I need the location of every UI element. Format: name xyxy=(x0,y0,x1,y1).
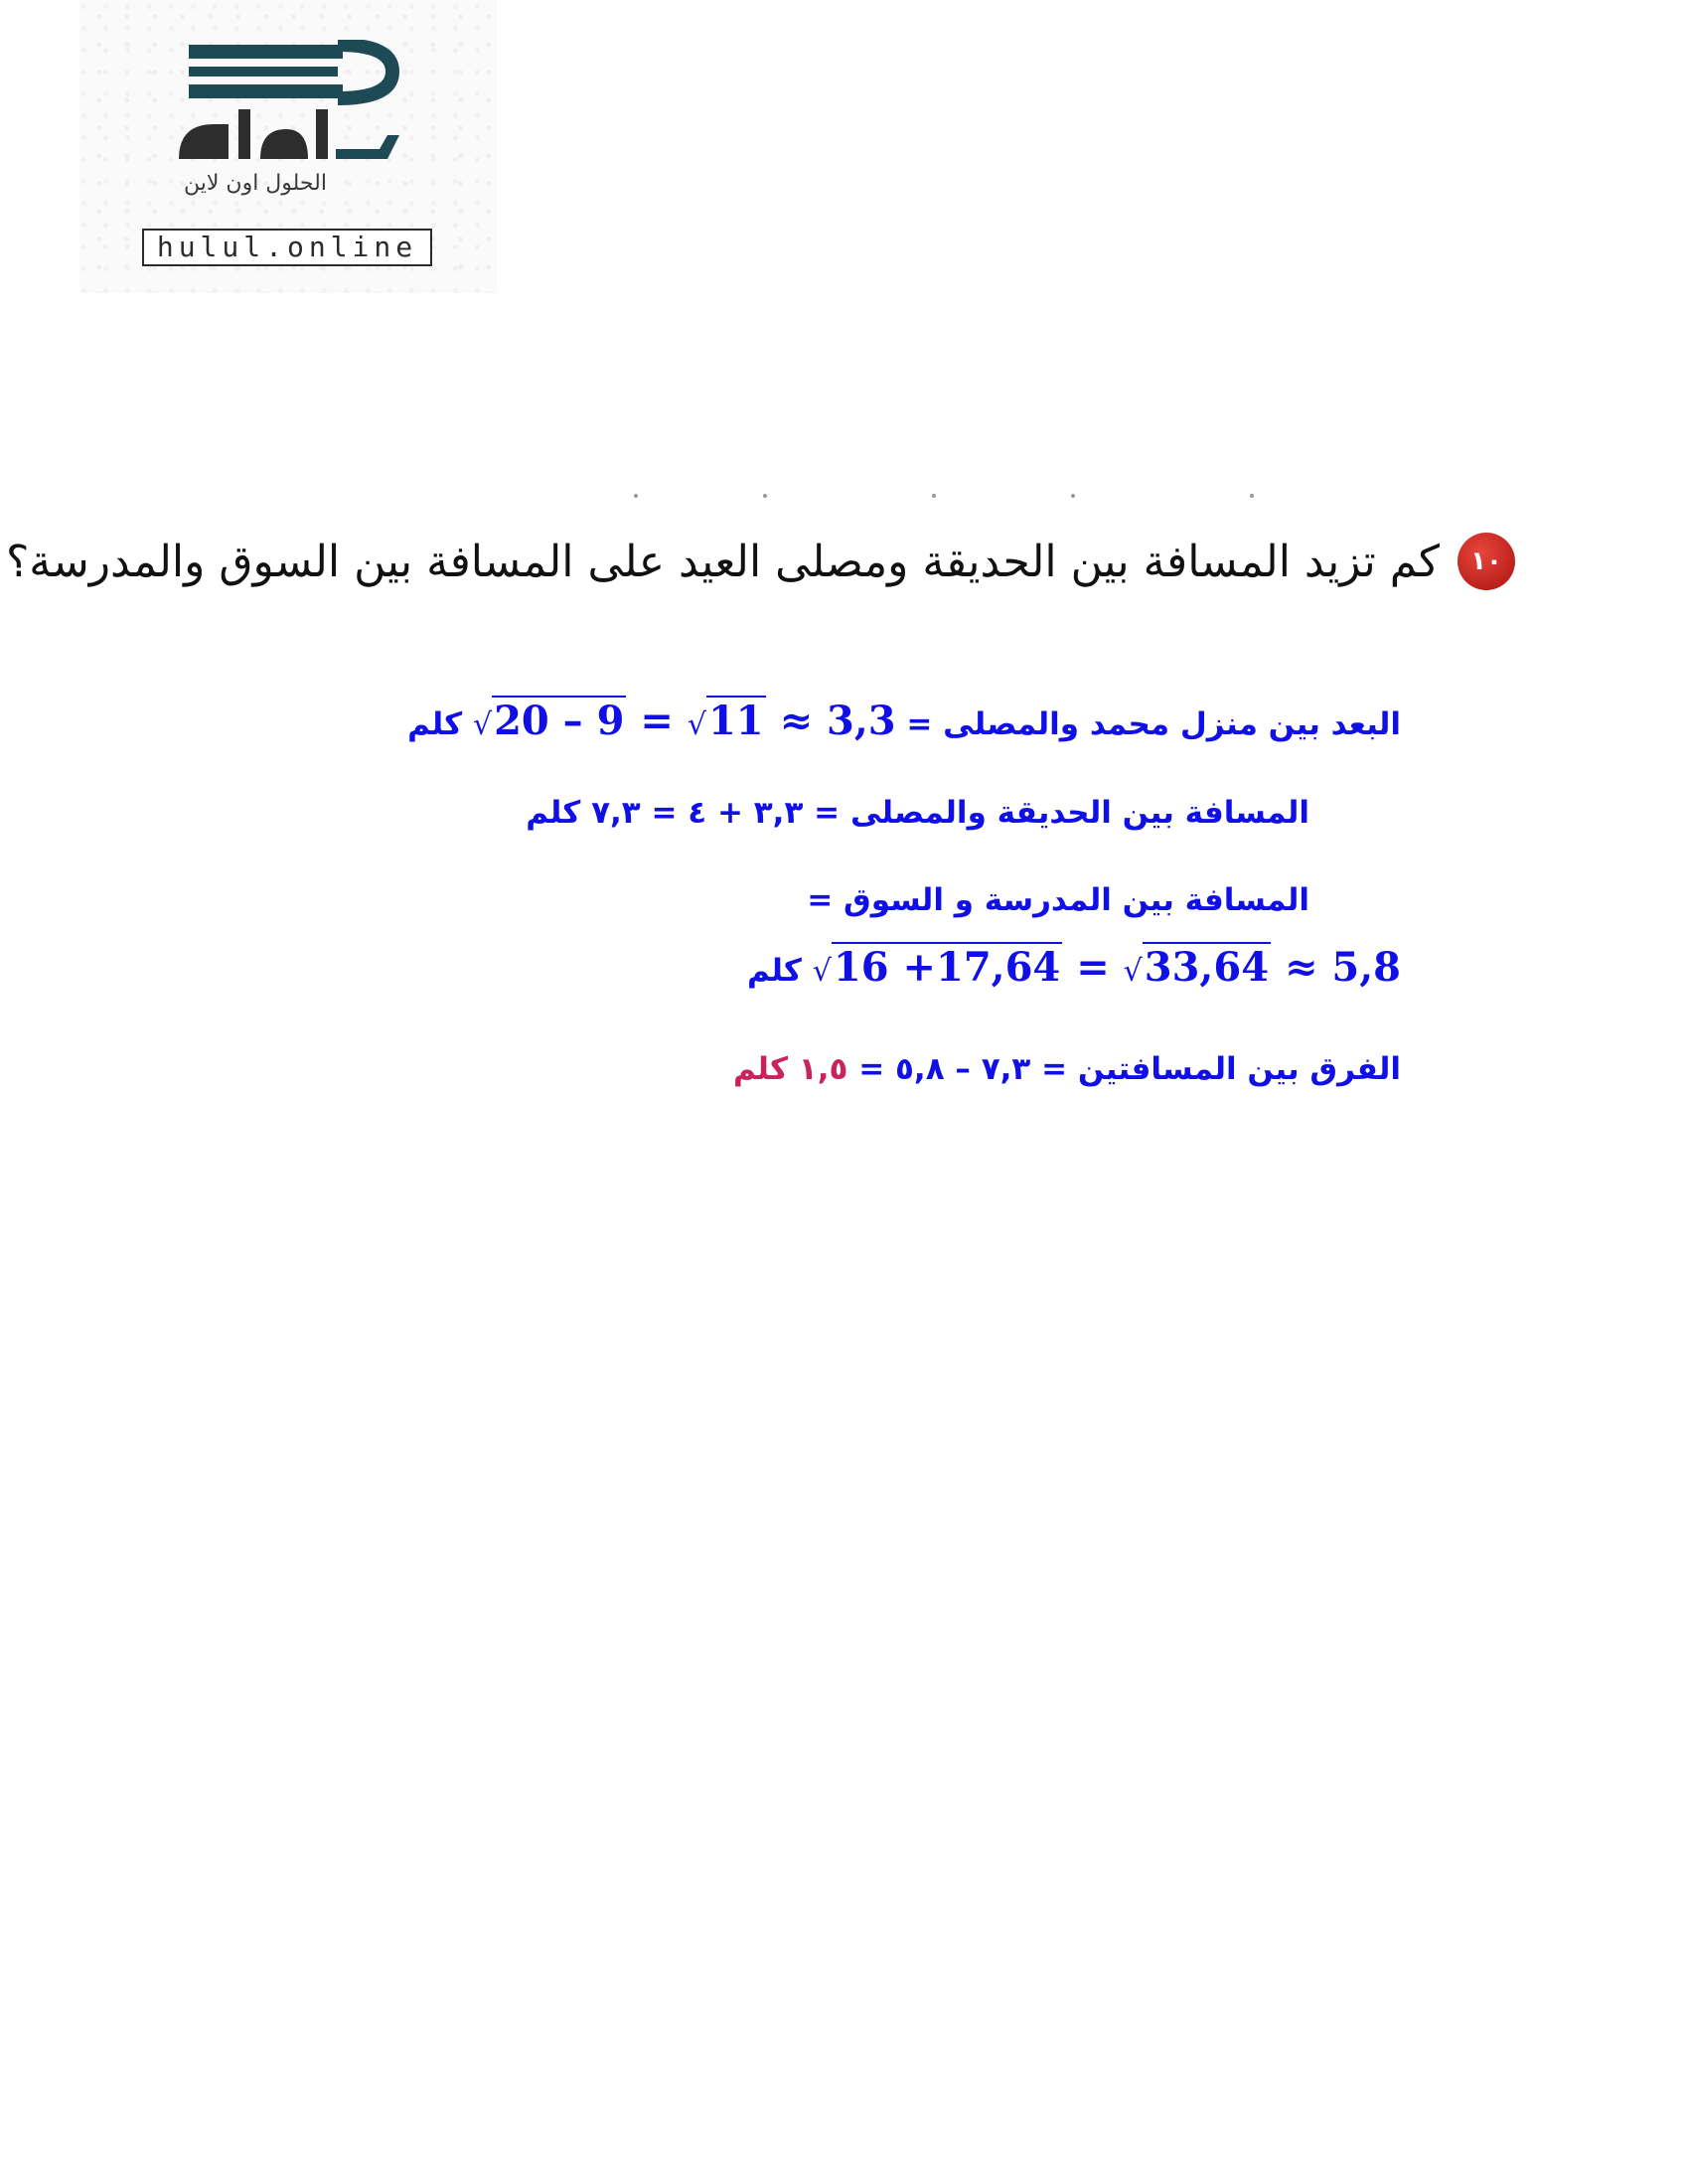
line1-label: البعد بين منزل محمد والمصلى = xyxy=(906,706,1401,742)
line1-approx: ≈ 3,3 xyxy=(779,698,896,744)
solution-line-5 xyxy=(733,1051,1401,1087)
line4-radicand-1: 16 +17,64 xyxy=(833,944,1061,991)
line4-approx: ≈ 5,8 xyxy=(1284,944,1401,991)
logo xyxy=(79,0,497,293)
line4-equals: = xyxy=(1076,944,1110,991)
solution-line-1 xyxy=(407,698,1401,744)
radical-sign-icon: √ xyxy=(812,954,832,989)
radical-sign-icon: √ xyxy=(472,707,493,742)
logo-mark-icon xyxy=(169,40,407,169)
scan-artifact xyxy=(556,492,1351,500)
logo-arabic-text: الحلول اون لاين xyxy=(184,171,327,196)
solution-line-4 xyxy=(747,944,1401,991)
question-number-badge: ١٠ xyxy=(1458,533,1515,590)
line4-math xyxy=(813,944,1401,991)
line1-math xyxy=(473,698,896,744)
question-text: كم تزيد المسافة بين الحديقة ومصلى العيد على المسافة بين السوق والمدرسة؟ xyxy=(5,536,1440,587)
logo-url: hulul.online xyxy=(142,229,432,266)
line1-unit: كلم xyxy=(407,706,463,742)
radical-sign-icon: √ xyxy=(1123,954,1143,989)
question xyxy=(5,517,1515,606)
radical-sign-icon: √ xyxy=(687,707,706,742)
line5-result: ١,٥ كلم xyxy=(733,1051,848,1087)
line1-radicand-2: 11 xyxy=(707,698,764,744)
line5-text: الفرق بين المسافتين = ٧,٣ – ٥,٨ = xyxy=(858,1051,1401,1087)
line1-equals: = xyxy=(640,698,674,744)
solution-line-3: المسافة بين المدرسة و السوق = xyxy=(807,882,1309,918)
solution-line-2: المسافة بين الحديقة والمصلى = ٣,٣ + ٤ = ٧,٣ كلم xyxy=(526,795,1309,831)
line4-radicand-2: 33,64 xyxy=(1144,944,1270,991)
line1-radicand-1: 20 – 9 xyxy=(494,698,625,744)
line4-unit: كلم xyxy=(746,953,802,989)
